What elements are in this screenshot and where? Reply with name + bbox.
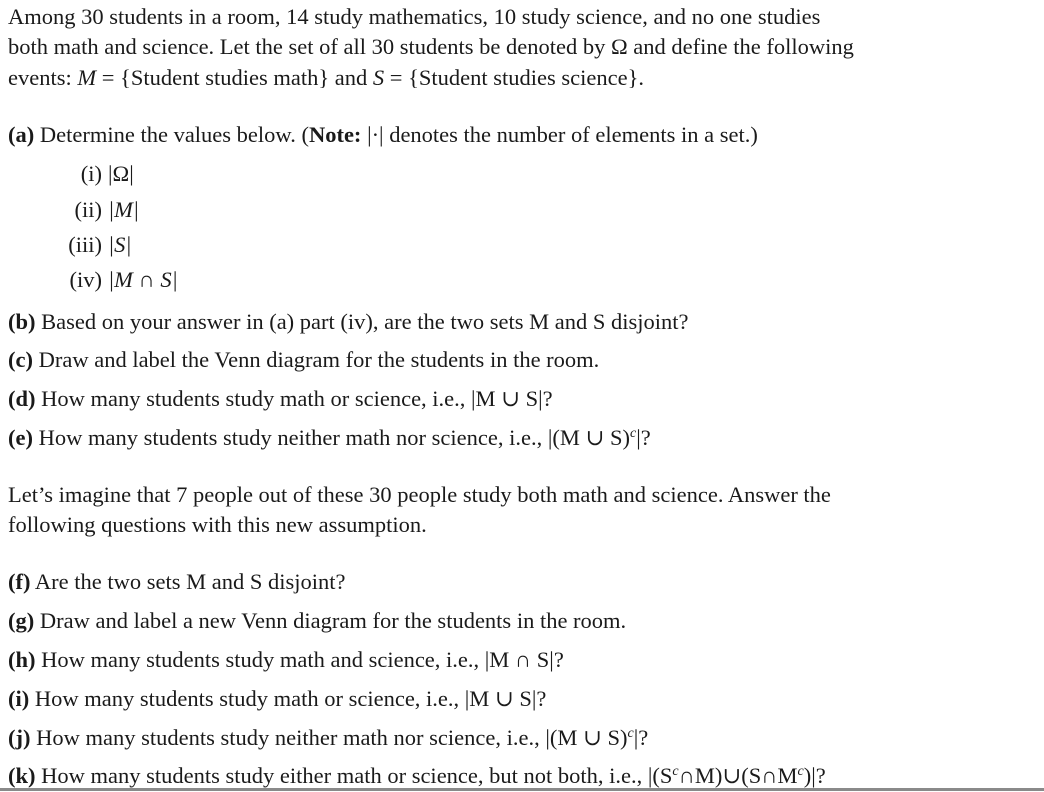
part-e-label: (e) xyxy=(8,425,33,450)
part-c-text: Draw and label the Venn diagram for the students in the room. xyxy=(32,347,600,372)
part-e-text-post: |? xyxy=(636,425,651,450)
part-b-label: (b) xyxy=(8,309,36,334)
part-h xyxy=(8,649,564,672)
part-i xyxy=(8,688,546,711)
middle-line-2: following questions with this new assumption. xyxy=(8,512,427,537)
part-f xyxy=(8,571,345,594)
part-b xyxy=(8,311,688,334)
part-a-item-iii-num: (iii) xyxy=(68,232,102,257)
part-g xyxy=(8,610,626,633)
part-a-item-i-num: (i) xyxy=(80,161,102,186)
part-a-item-iii-expr: |S| xyxy=(108,232,132,257)
part-j-text-post: |? xyxy=(633,725,649,750)
part-j-label: (j) xyxy=(8,725,31,750)
part-e-text-pre: How many students study neither math nor science, i.e., |(M ∪ S) xyxy=(32,425,630,450)
middle-line-1: Let’s imagine that 7 people out of these 30 people study both math and science. Answer the xyxy=(8,482,831,507)
part-c xyxy=(8,349,599,372)
part-k-complement-sup-2: c xyxy=(797,764,804,779)
part-g-text: Draw and label a new Venn diagram for the students in the room. xyxy=(34,608,627,633)
part-k xyxy=(8,765,826,788)
part-j-complement-sup: c xyxy=(627,726,634,741)
intro-line-3 xyxy=(8,67,644,90)
set-m-symbol: M xyxy=(77,65,97,90)
part-e xyxy=(8,427,651,450)
part-a-item-ii-num: (ii) xyxy=(74,197,102,222)
part-e-complement-sup: c xyxy=(629,426,637,441)
part-d-label: (d) xyxy=(8,386,36,411)
part-f-text: Are the two sets M and S disjoint? xyxy=(30,569,346,594)
part-a-item-iv-num: (iv) xyxy=(69,267,102,292)
part-a-item-i-expr: |Ω| xyxy=(108,161,134,186)
part-a-text: Determine the values below. ( xyxy=(34,122,309,147)
part-d xyxy=(8,388,553,411)
intro-line-3-a: events: xyxy=(8,65,78,90)
part-c-label: (c) xyxy=(8,347,33,372)
part-a-item-ii-expr: |M| xyxy=(108,197,140,222)
intro-line-3-e: = {Student studies science}. xyxy=(384,65,645,90)
part-h-text: How many students study math and science, i.e., |M ∩ S|? xyxy=(35,647,564,672)
part-g-label: (g) xyxy=(8,608,35,633)
part-h-label: (h) xyxy=(8,647,36,672)
part-d-text: How many students study math or science, i.e., |M ∪ S|? xyxy=(35,386,553,411)
part-j-text-pre: How many students study neither math nor science, i.e., |(M ∪ S) xyxy=(30,725,628,750)
part-i-text: How many students study math or science, i.e., |M ∪ S|? xyxy=(29,686,547,711)
part-k-complement-sup-1: c xyxy=(672,764,679,779)
part-k-mid: ∩M)∪(S∩M xyxy=(678,763,798,788)
part-k-text: How many students study either math or science, but not both, i.e., |(S xyxy=(35,763,673,788)
part-b-text: Based on your answer in (a) part (iv), are the two sets M and S disjoint? xyxy=(35,309,689,334)
part-k-label: (k) xyxy=(8,763,36,788)
part-i-label: (i) xyxy=(8,686,30,711)
set-s-symbol: S xyxy=(372,65,385,90)
bottom-divider xyxy=(0,788,1044,791)
part-f-label: (f) xyxy=(8,569,31,594)
part-a-label: (a) xyxy=(8,122,35,147)
note-label: Note: xyxy=(308,122,362,147)
intro-line-2: both math and science. Let the set of all 30 students be denoted by Ω and define the following xyxy=(8,34,854,59)
note-text: |·| denotes the number of elements in a set.) xyxy=(361,122,758,147)
intro-line-1: Among 30 students in a room, 14 study mathematics, 10 study science, and no one studies xyxy=(8,4,821,29)
part-k-end: )|? xyxy=(803,763,826,788)
intro-line-3-c: = {Student studies math} and xyxy=(96,65,373,90)
part-j xyxy=(8,727,648,750)
part-a-item-iv-expr: |M ∩ S| xyxy=(108,267,178,292)
part-a xyxy=(8,124,758,147)
